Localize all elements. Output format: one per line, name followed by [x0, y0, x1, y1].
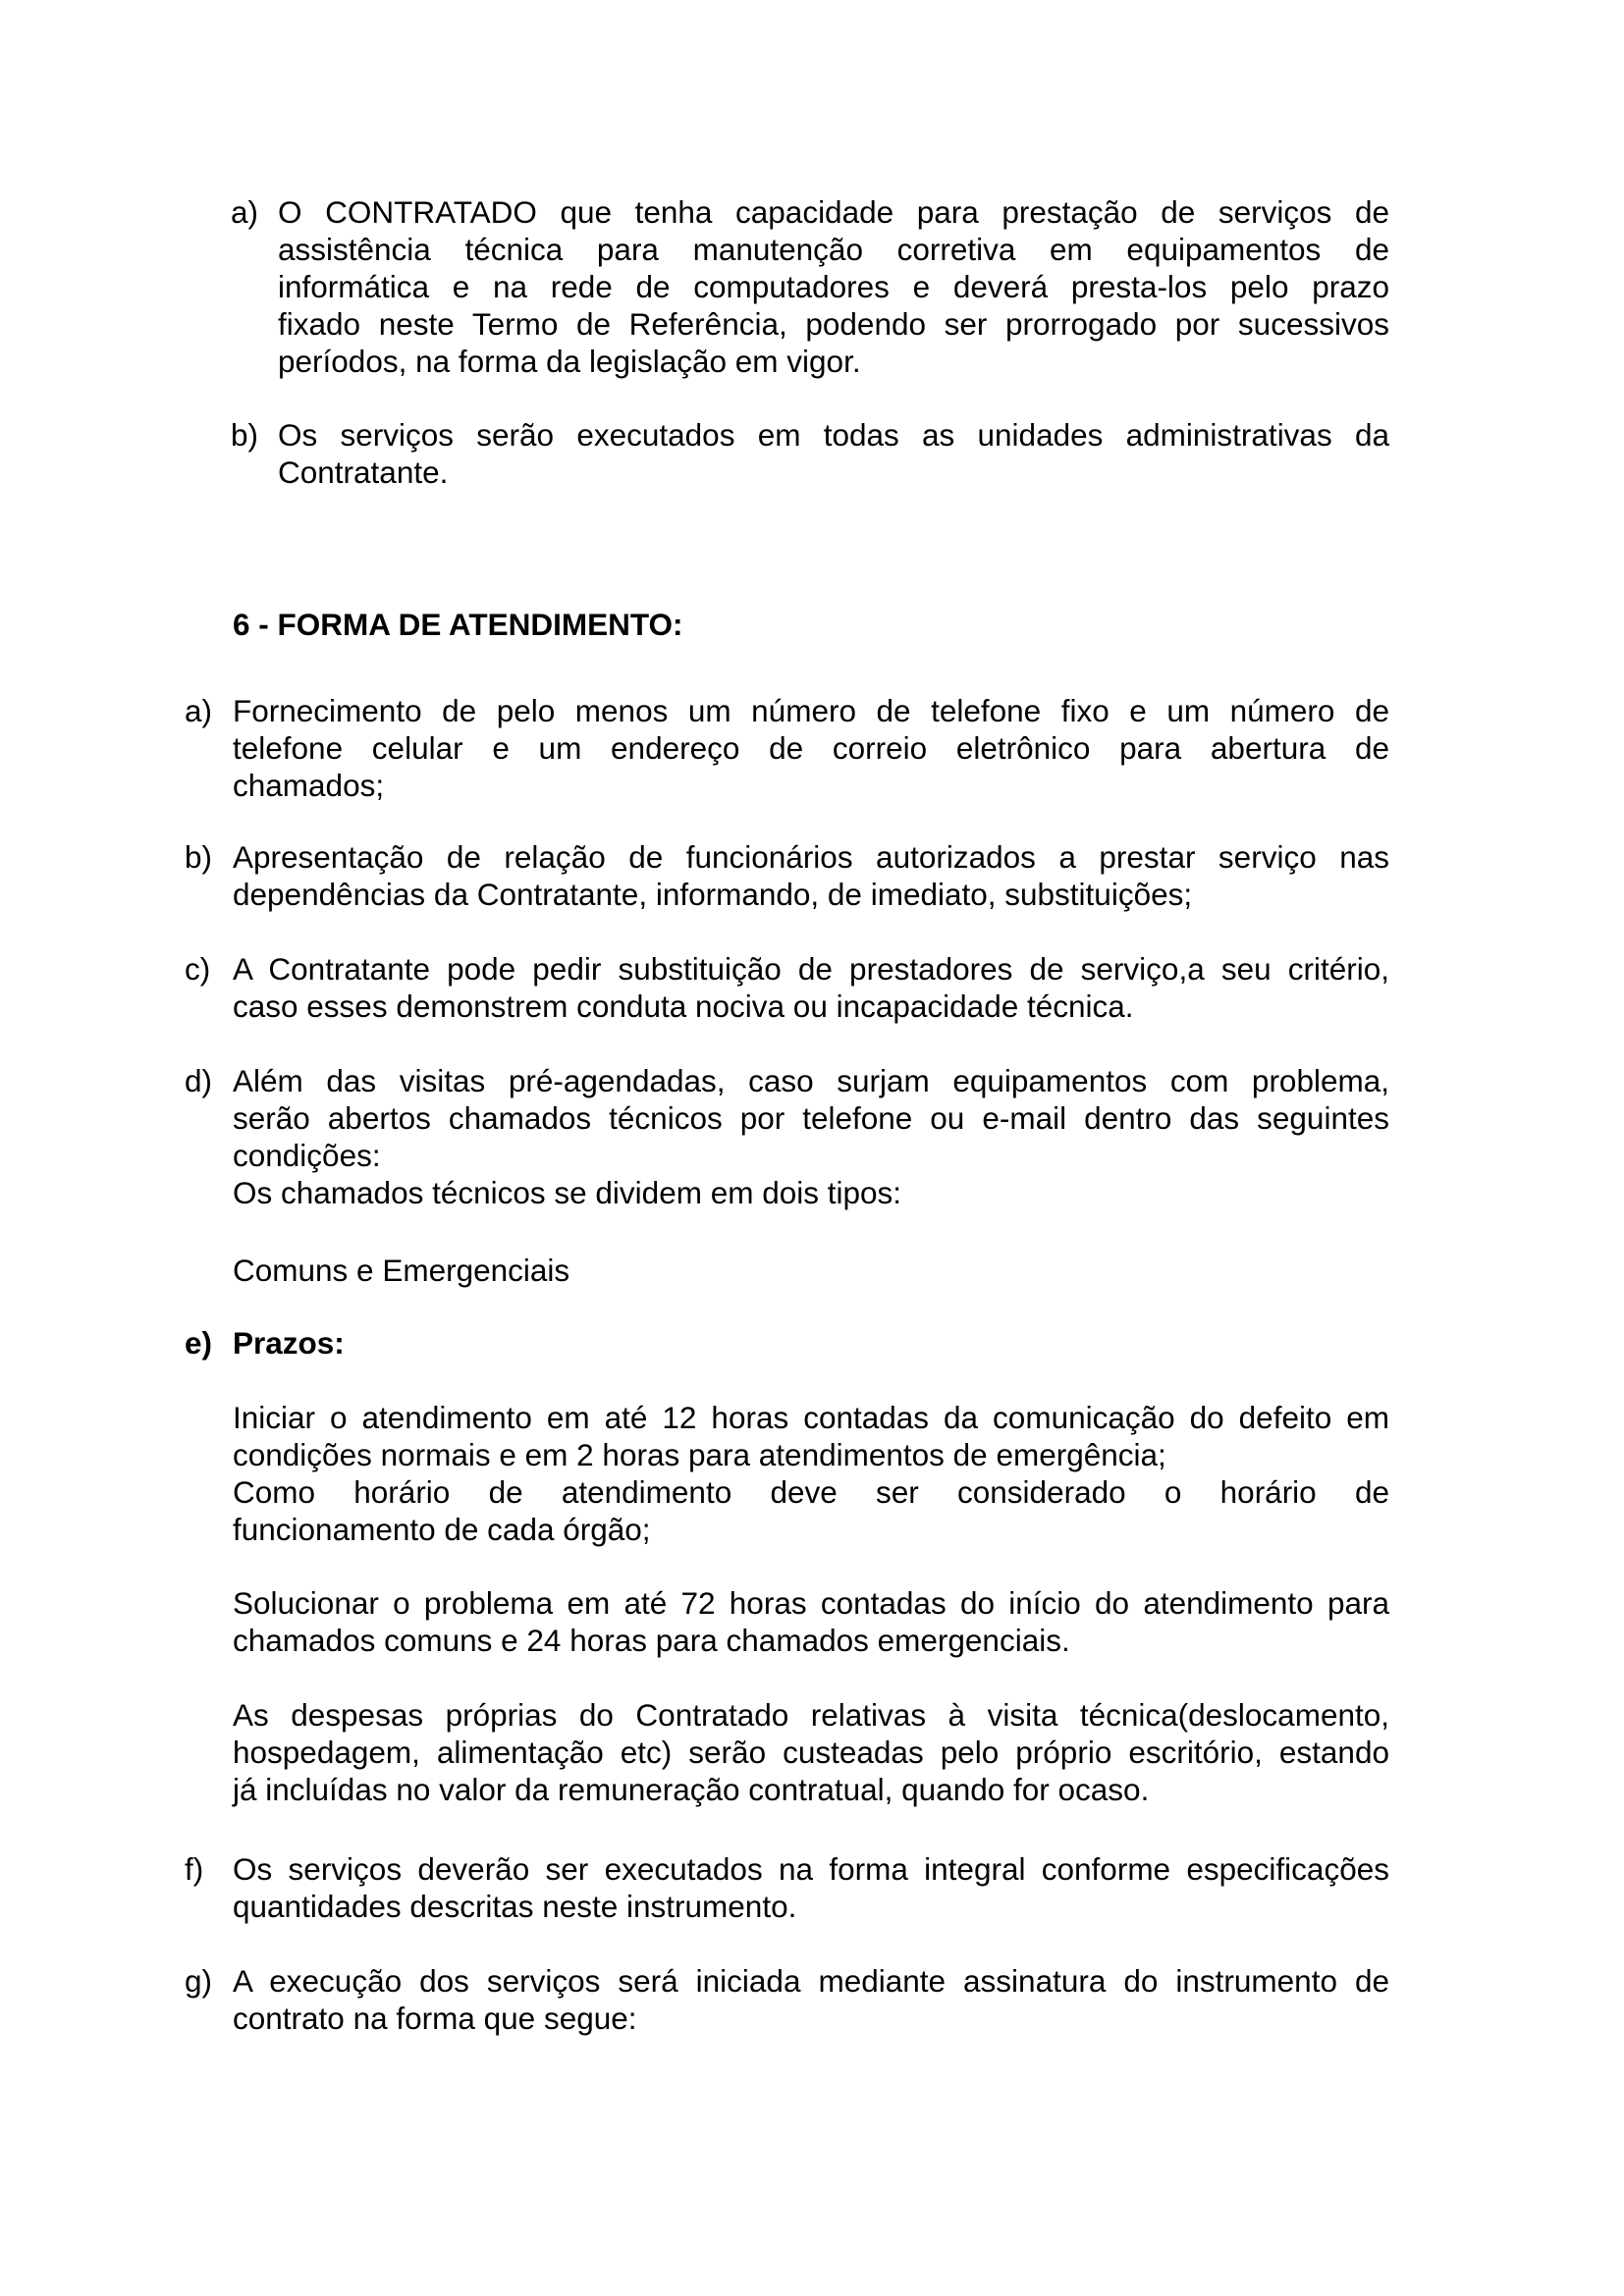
item-b: [185, 838, 1389, 913]
list-marker: e): [185, 1325, 213, 1361]
text-line: Os serviços deverão ser executados na forma integral conforme especificações: [233, 1851, 1389, 1887]
list-marker: b): [231, 417, 259, 453]
para-comuns: [233, 1252, 1389, 1289]
paragraph-text: [233, 1252, 1389, 1289]
text-line: hospedagem, alimentação etc) serão custeadas pelo próprio escritório, estando: [233, 1735, 1389, 1770]
text-line: Os chamados técnicos se dividem em dois tipos:: [233, 1175, 902, 1210]
list-marker: b): [185, 839, 213, 875]
item-f: [185, 1850, 1389, 1925]
paragraph-text: [233, 1584, 1389, 1659]
text-line: assistência técnica para manutenção corretiva em equipamentos de: [278, 232, 1389, 267]
text-line: caso esses demonstrem conduta nociva ou incapacidade técnica.: [233, 988, 1134, 1024]
paragraph-text: [233, 950, 1389, 1025]
text-line: Contratante.: [278, 454, 449, 490]
text-line: A execução dos serviços será iniciada mediante assinatura do instrumento de: [233, 1963, 1389, 1999]
text-line: O CONTRATADO que tenha capacidade para prestação de serviços de: [278, 194, 1389, 230]
list-marker: a): [231, 194, 259, 230]
paragraph-text: [233, 1696, 1389, 1808]
section-heading: 6 - FORMA DE ATENDIMENTO:: [233, 607, 683, 642]
text-line: serão abertos chamados técnicos por telefone ou e-mail dentro das seguintes: [233, 1100, 1389, 1136]
intro-item-b: [231, 416, 1389, 491]
text-line: As despesas próprias do Contratado relativas à visita técnica(deslocamento,: [233, 1697, 1389, 1733]
paragraph-text: [233, 838, 1389, 913]
paragraph-text: [278, 193, 1389, 380]
list-marker: f): [185, 1851, 204, 1887]
list-marker: d): [185, 1063, 213, 1098]
text-line: dependências da Contratante, informando, de imediato, substituições;: [233, 877, 1193, 912]
text-line: condições normais e em 2 horas para atendimentos de emergência;: [233, 1437, 1166, 1472]
text-line: funcionamento de cada órgão;: [233, 1512, 651, 1547]
item-e: [185, 1324, 1389, 1362]
text-line: Apresentação de relação de funcionários autorizados a prestar serviço nas: [233, 839, 1389, 875]
text-line: Iniciar o atendimento em até 12 horas contadas da comunicação do defeito em: [233, 1400, 1389, 1435]
paragraph-text: [233, 692, 1389, 804]
para-despesas: [233, 1696, 1389, 1808]
text-line: Além das visitas pré-agendadas, caso surjam equipamentos com problema,: [233, 1063, 1389, 1098]
text-line: fixado neste Termo de Referência, podendo ser prorrogado por sucessivos: [278, 306, 1389, 342]
text-line: chamados comuns e 24 horas para chamados emergenciais.: [233, 1623, 1070, 1658]
list-marker: a): [185, 693, 213, 728]
paragraph-text: [233, 1399, 1389, 1548]
item-a: [185, 692, 1389, 804]
text-line: Comuns e Emergenciais: [233, 1253, 570, 1288]
item-c: [185, 950, 1389, 1025]
paragraph-text: [233, 1850, 1389, 1925]
text-line: Como horário de atendimento deve ser considerado o horário de: [233, 1474, 1389, 1510]
para-iniciar: [233, 1399, 1389, 1548]
text-line: Os serviços serão executados em todas as unidades administrativas da: [278, 417, 1389, 453]
text-line: Fornecimento de pelo menos um número de telefone fixo e um número de: [233, 693, 1389, 728]
item-g: [185, 1962, 1389, 2037]
list-marker: c): [185, 951, 211, 987]
text-line: condições:: [233, 1138, 381, 1173]
paragraph-text: [278, 416, 1389, 491]
text-line: chamados;: [233, 768, 385, 803]
paragraph-text: [233, 1324, 1389, 1362]
text-line: A Contratante pode pedir substituição de prestadores de serviço,a seu critério,: [233, 951, 1389, 987]
text-line: já incluídas no valor da remuneração contratual, quando for ocaso.: [233, 1772, 1150, 1807]
text-line: quantidades descritas neste instrumento.: [233, 1889, 797, 1924]
para-solucionar: [233, 1584, 1389, 1659]
text-line: telefone celular e um endereço de correio eletrônico para abertura de: [233, 730, 1389, 766]
text-line: Solucionar o problema em até 72 horas contadas do início do atendimento para: [233, 1585, 1389, 1621]
text-line: períodos, na forma da legislação em vigor.: [278, 344, 861, 379]
paragraph-text: [233, 1062, 1389, 1211]
item-d: [185, 1062, 1389, 1211]
text-line: contrato na forma que segue:: [233, 2001, 637, 2036]
document-content: [185, 193, 1389, 2037]
list-marker: g): [185, 1963, 213, 1999]
intro-item-a: [231, 193, 1389, 380]
text-line: informática e na rede de computadores e deverá presta-los pelo prazo: [278, 269, 1389, 304]
text-line: Prazos:: [233, 1325, 345, 1361]
paragraph-text: [233, 1962, 1389, 2037]
